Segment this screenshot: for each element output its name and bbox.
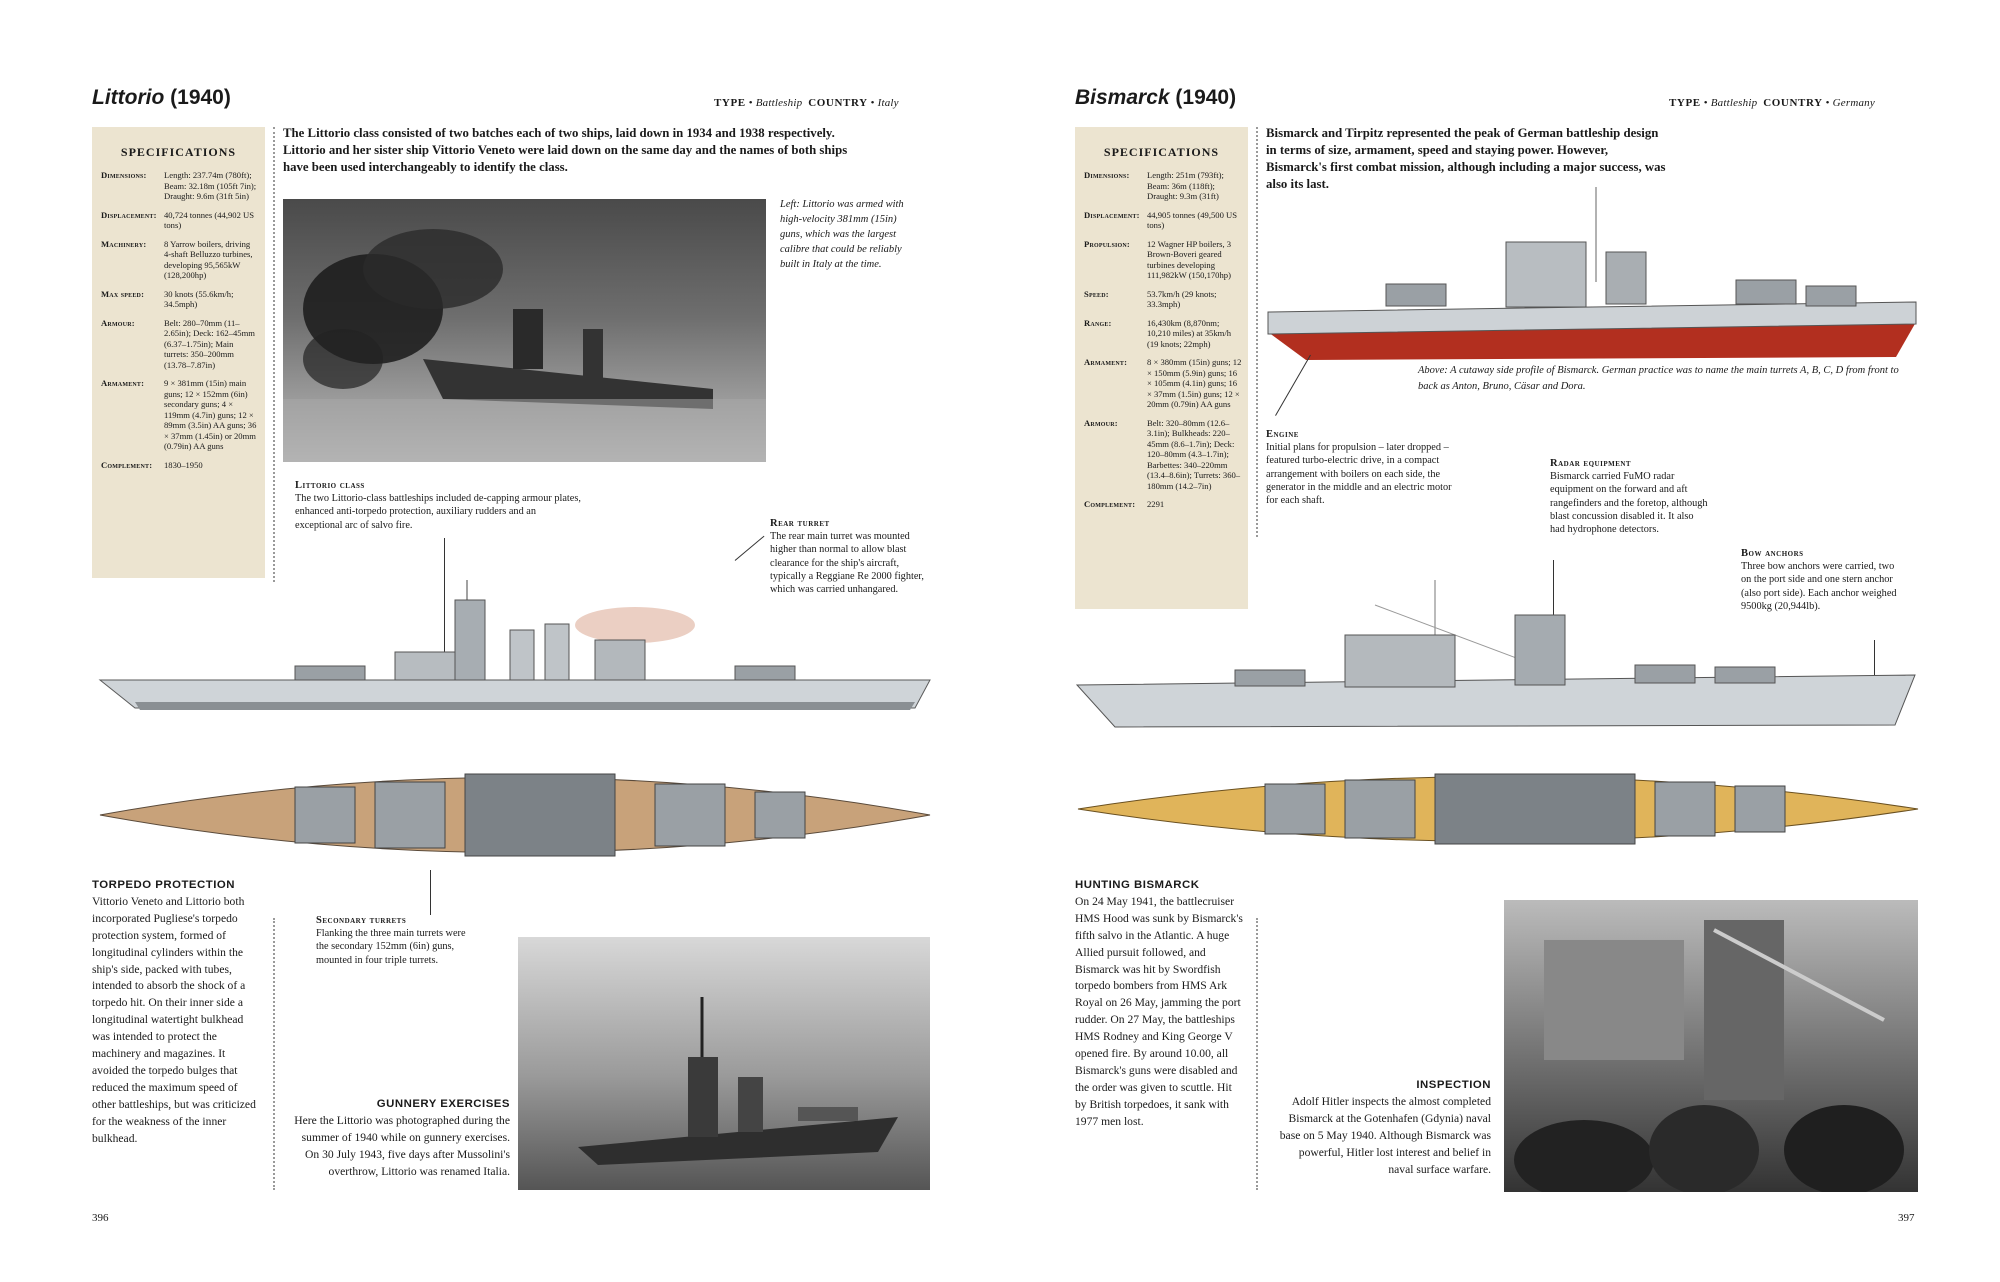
specifications-heading: SPECIFICATIONS xyxy=(1103,145,1220,159)
leader-line xyxy=(735,536,765,561)
spec-key: Machinery: xyxy=(101,238,147,249)
spec-value: 2291 xyxy=(1147,499,1165,509)
spec-row xyxy=(1075,499,1248,510)
bismarck-side-profile xyxy=(1075,575,1921,730)
spec-value: 8 × 380mm (15in) guns; 12 × 150mm (5.9in) guns; 16 × 105mm (4.1in) guns; 16 × 37mm (1.5in) guns; 12 × 20mm (0.79in) AA guns xyxy=(1147,357,1242,409)
littorio-class-label: Littorio class xyxy=(295,480,365,491)
spec-row xyxy=(1075,210,1248,231)
spec-row xyxy=(1075,239,1248,281)
littorio-side-profile xyxy=(95,580,935,730)
spec-value: Length: 251m (793ft); Beam: 36m (118ft); Draught: 9.3m (31ft) xyxy=(1147,170,1224,201)
bow-anchors-text: Three bow anchors were carried, two on the port side and one stern anchor (also port side). Each anchor weighed 9500kg (20,944lb). xyxy=(1741,561,1897,612)
page-number-right: 397 xyxy=(1898,1212,1915,1224)
rear-turret-label: Rear turret xyxy=(770,518,830,529)
spec-value: Length: 237.74m (780ft); Beam: 32.18m (105ft 7in); Draught: 9.6m (31ft 5in) xyxy=(164,170,257,201)
torpedo-protection-text: Vittorio Veneto and Littorio both incorporated Pugliese's torpedo protection system, formed of longitudinal cylinders within the ship's side, packed with tubes, intended to absorb the shock of a torpedo hit. On their inner side a longitudinal watertight bulkhead was intended to protect the machinery and magazines. It avoided the torpedo bulges that reduced the maximum speed of other battleships, but was criticized for the weakness of the inner bulkhead. xyxy=(92,894,256,1145)
bismarck-cutaway-profile xyxy=(1266,182,1922,362)
spec-row xyxy=(92,210,265,231)
spec-key: Armament: xyxy=(1084,357,1128,367)
page-number-left: 396 xyxy=(92,1212,109,1224)
littorio-firing-image xyxy=(283,199,766,462)
littorio-class-callout xyxy=(295,479,585,532)
spec-key: Displacement: xyxy=(101,209,157,220)
inspection-text: Adolf Hitler inspects the almost completed Bismarck at the Gotenhafen (Gdynia) naval base on 5 May 1940. Although Bismarck was powerful, Hitler lost interest and belief in naval surface warfare. xyxy=(1279,1094,1491,1176)
spec-value: 8 Yarrow boilers, driving 4-shaft Belluzzo turbines, developing 95,565kW (128,200hp) xyxy=(164,238,253,280)
spec-value: 40,724 tonnes (44,902 US tons) xyxy=(164,209,254,230)
secondary-turrets-callout xyxy=(316,914,476,967)
spec-value: 16,430km (8,870nm; 10,210 miles) at 35km/h (19 knots; 22mph) xyxy=(1147,317,1232,349)
spec-value: Belt: 320–80mm (12.6–3.1in); Bulkheads: 220–45mm (8.6–1.7in); Deck: 120–80mm (4.3–1.7in); Barbettes: 340–220mm (13.4–8.6in); Turrets: 360–180mm (14.2–7in) xyxy=(1147,417,1241,491)
spec-row xyxy=(92,239,265,281)
type-country-line-left: TYPE • Battleship COUNTRY • Italy xyxy=(714,97,899,109)
cutaway-caption: Above: A cutaway side profile of Bismarck. German practice was to name the main turrets A, B, C, D from front to back as Anton, Bruno, Cäsar and Dora. xyxy=(1418,365,1899,392)
spec-key: Armour: xyxy=(1084,417,1118,428)
spec-row xyxy=(1075,170,1248,202)
hitler-inspection-image xyxy=(1504,900,1918,1192)
spec-row xyxy=(92,378,265,452)
littorio-top-view xyxy=(95,752,935,878)
hunting-bismarck-section xyxy=(1075,877,1245,1131)
spec-key: Armament: xyxy=(101,378,145,388)
inspection-section xyxy=(1278,1077,1491,1178)
inspection-heading: INSPECTION xyxy=(1416,1079,1491,1091)
spec-value: 1830–1950 xyxy=(164,459,203,470)
radar-equipment-label: Radar equipment xyxy=(1550,458,1632,469)
hitler-inspection-photo xyxy=(1504,900,1918,1192)
rear-turret-text: The rear main turret was mounted higher than normal to allow blast clearance for the ship's aircraft, typically a Reggiane Re 2000 fighter, which was carried unhangared. xyxy=(770,531,924,596)
spec-key: Dimensions: xyxy=(101,170,147,180)
spec-key: Propulsion: xyxy=(1084,238,1130,249)
page-title-bismarck: Bismarck (1940) xyxy=(1075,86,1237,109)
gunnery-exercises-text: Here the Littorio was photographed during the summer of 1940 while on gunnery exercises. On 30 July 1943, five days after Mussolini's overthrow, Littorio was renamed Italia. xyxy=(294,1113,510,1178)
spec-key: Complement: xyxy=(1084,499,1136,509)
littorio-firing-photo xyxy=(283,199,766,462)
spec-key: Range: xyxy=(1084,317,1112,328)
specifications-box-left xyxy=(92,127,265,578)
specifications-box-right xyxy=(1075,127,1248,609)
secondary-turrets-label: Secondary turrets xyxy=(316,915,407,926)
spec-row xyxy=(92,460,265,471)
bow-anchors-label: Bow anchors xyxy=(1741,548,1804,559)
littorio-gunnery-photo xyxy=(518,937,930,1190)
torpedo-protection-section xyxy=(92,877,262,1148)
spec-row xyxy=(1075,318,1248,350)
torpedo-protection-heading: TORPEDO PROTECTION xyxy=(92,879,235,891)
spec-key: Displacement: xyxy=(1084,209,1140,220)
dotted-divider xyxy=(1256,127,1258,537)
hunting-bismarck-heading: HUNTING BISMARCK xyxy=(1075,879,1200,891)
type-country-line-right: TYPE • Battleship COUNTRY • Germany xyxy=(1669,97,1875,109)
engine-label: Engine xyxy=(1266,429,1299,440)
spec-value: 9 × 381mm (15in) main guns; 12 × 152mm (6in) secondary guns; 4 × 119mm (4.7in) guns; 12 × 89mm (3.5in) AA guns; 36 × 37mm (1.45in) or 20mm (0.79in) AA guns xyxy=(164,378,257,451)
spec-key: Dimensions: xyxy=(1084,170,1130,180)
photo-caption-littorio: Left: Littorio was armed with high-velocity 381mm (15in) guns, which was the largest calibre that could be reliably built in Italy at the time. xyxy=(780,199,904,270)
spec-row xyxy=(1075,418,1248,492)
engine-text: Initial plans for propulsion – later dropped – featured turbo-electric drive, in a compact arrangement with boilers on each side, the generator in the middle and an electric motor for each shaft. xyxy=(1266,442,1452,507)
spec-key: Complement: xyxy=(101,459,153,470)
dotted-divider xyxy=(273,127,275,582)
spec-value: Belt: 280–70mm (11–2.65in); Deck: 162–45mm (6.37–1.75in); Main turrets: 350–200mm (13.78–7.87in) xyxy=(164,317,255,370)
radar-equipment-text: Bismarck carried FuMO radar equipment on the forward and aft rangefinders and the foretop, although blast concussion disabled it. It also had hydrophone detectors. xyxy=(1550,471,1708,536)
specifications-heading: SPECIFICATIONS xyxy=(120,145,237,159)
hunting-bismarck-text: On 24 May 1941, the battlecruiser HMS Hood was sunk by Bismarck's fifth salvo in the Atlantic. A huge Allied pursuit followed, and Bismarck was hit by Swordfish torpedo bombers from HMS Ark Royal on 26 May, jamming the port rudder. On 27 May, the battleships HMS Rodney and King George V opened fire. By around 10.00, all Bismarck's guns were disabled and the order was given to scuttle. Hit by British torpedoes, it sank with 1977 men lost. xyxy=(1075,894,1243,1128)
intro-text-left: The Littorio class consisted of two batches each of two ships, laid down in 1934 and 1938 respectively. Littorio and her sister ship Vittorio Veneto were laid down on the same day and the names of both ships have been used interchangeably to identify the class. xyxy=(283,126,848,174)
dotted-divider xyxy=(1256,918,1258,1190)
leader-line xyxy=(1275,355,1311,416)
spec-key: Speed: xyxy=(1084,288,1109,299)
littorio-gunnery-image xyxy=(518,937,930,1190)
secondary-turrets-text: Flanking the three main turrets were the secondary 152mm (6in) guns, mounted in four triple turrets. xyxy=(316,928,466,966)
spec-value: 44,905 tonnes (49,500 US tons) xyxy=(1147,209,1237,230)
spec-key: Armour: xyxy=(101,317,135,328)
spec-row xyxy=(92,318,265,371)
radar-equipment-callout xyxy=(1550,457,1710,536)
gunnery-exercises-section xyxy=(290,1096,510,1181)
spec-row xyxy=(1075,289,1248,310)
page-title-littorio: Littorio (1940) xyxy=(92,86,231,109)
engine-callout xyxy=(1266,428,1461,507)
spec-key: Max speed: xyxy=(101,288,145,299)
spec-value: 12 Wagner HP boilers, 3 Brown-Boveri geared turbines developing 111,982kW (150,170hp) xyxy=(1147,238,1232,280)
spec-value: 53.7km/h (29 knots; 33.3mph) xyxy=(1147,288,1217,309)
littorio-class-text: The two Littorio-class battleships included de-capping armour plates, enhanced anti-torpedo protection, auxiliary rudders and an exceptional arc of salvo fire. xyxy=(295,493,581,531)
leader-line xyxy=(430,870,431,915)
spec-value: 30 knots (55.6km/h; 34.5mph) xyxy=(164,288,234,309)
spec-row xyxy=(1075,357,1248,410)
gunnery-exercises-heading: GUNNERY EXERCISES xyxy=(376,1098,510,1110)
dotted-divider xyxy=(273,918,275,1190)
intro-text-right: Bismarck and Tirpitz represented the peak of German battleship design in terms of size, armament, speed and staying power. However, Bismarck's first combat mission, although including a major success, was also its last. xyxy=(1266,126,1666,191)
spec-row xyxy=(92,289,265,310)
bismarck-top-view xyxy=(1075,754,1921,864)
spec-row xyxy=(92,170,265,202)
